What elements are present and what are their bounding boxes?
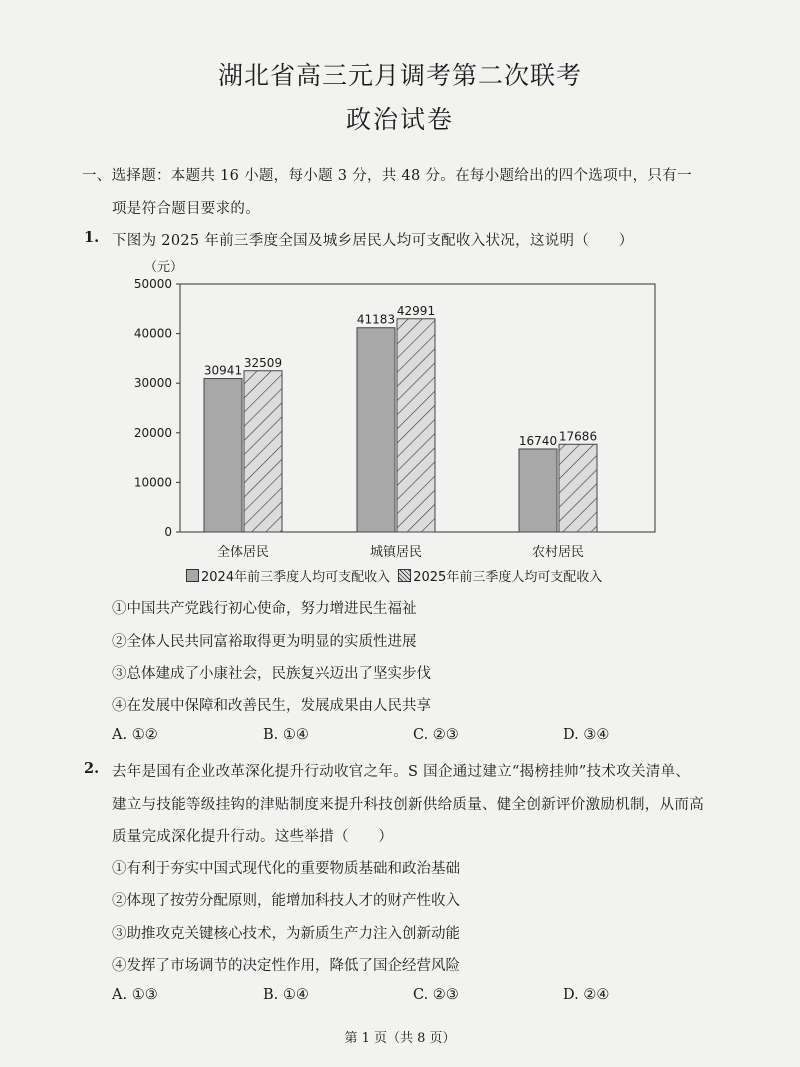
q2-option-1: ①有利于夯实中国式现代化的重要物质基础和政治基础: [112, 861, 460, 877]
q1-option-1: ①中国共产党践行初心使命，努力增进民生福祉: [112, 601, 417, 617]
y-axis-unit-label: （元）: [144, 260, 184, 275]
q2-choice-b[interactable]: B. ①④: [263, 987, 309, 1003]
y-tick-label: 0: [164, 525, 172, 539]
bar-2024-2: [519, 449, 557, 532]
page-title: 湖北省高三元月调考第二次联考: [217, 61, 582, 90]
legend-label-2024: 2024年前三季度人均可支配收入: [201, 570, 391, 585]
legend-swatch-2024: [186, 569, 199, 582]
q1-option-4: ④在发展中保障和改善民生，发展成果由人民共享: [112, 698, 431, 714]
y-tick-label: 30000: [133, 376, 172, 391]
bar-2025-0: [244, 371, 282, 532]
q2-choice-a[interactable]: A. ①③: [112, 987, 158, 1003]
y-tick-label: 10000: [133, 475, 172, 490]
question-2-stem-line2: 建立与技能等级挂钩的津贴制度来提升科技创新供给质量、健全创新评价激励机制，从而高: [112, 797, 704, 813]
x-category-label: 全体居民: [216, 545, 270, 560]
page-subtitle: 政治试卷: [345, 105, 454, 134]
q2-choice-d[interactable]: D. ②④: [563, 987, 610, 1003]
q2-option-2: ②体现了按劳分配原则，能增加科技人才的财产性收入: [112, 893, 460, 909]
bar-2025-2: [559, 444, 597, 532]
question-2-stem-line3: 质量完成深化提升行动。这些举措（ ）: [112, 829, 394, 845]
legend-label-2025: 2025年前三季度人均可支配收入: [413, 570, 603, 585]
q2-choice-c[interactable]: C. ②③: [413, 987, 459, 1003]
bar-2024-1: [357, 328, 395, 532]
x-category-label: 城镇居民: [369, 545, 423, 560]
section-instruction-line1: 一、选择题：本题共 16 小题，每小题 3 分，共 48 分。在每小题给出的四个选项中，只有一: [82, 168, 692, 184]
bar-value-label: 16740: [518, 433, 558, 448]
bar-2024-0: [204, 379, 242, 532]
x-category-label: 农村居民: [531, 545, 585, 560]
q1-option-2: ②全体人民共同富裕取得更为明显的实质性进展: [112, 634, 417, 650]
bar-2025-1: [397, 319, 435, 532]
bar-value-label: 17686: [558, 429, 598, 444]
bar-value-label: 32509: [243, 355, 283, 370]
q2-option-4: ④发挥了市场调节的决定性作用，降低了国企经营风险: [112, 958, 460, 974]
q1-choice-c[interactable]: C. ②③: [413, 727, 459, 743]
question-2-number: 2.: [84, 760, 100, 777]
page-footer: 第 1 页（共 8 页）: [344, 1031, 456, 1046]
legend-swatch-2025: [398, 569, 411, 582]
q1-choice-d[interactable]: D. ③④: [563, 727, 610, 743]
y-tick-label: 50000: [133, 277, 172, 291]
chart-legend: [186, 566, 602, 585]
question-2-stem-line1: 去年是国有企业改革深化提升行动收官之年。S 国企通过建立“揭榜挂帅”技术攻关清单、: [112, 764, 691, 780]
y-tick-label: 40000: [133, 326, 172, 341]
y-tick-label: 20000: [133, 425, 172, 440]
question-1-stem: 下图为 2025 年前三季度全国及城乡居民人均可支配收入状况，这说明（ ）: [112, 233, 634, 249]
bar-value-label: 42991: [396, 303, 436, 318]
income-bar-chart: [118, 255, 678, 560]
q1-choice-b[interactable]: B. ①④: [263, 727, 309, 743]
question-1-number: 1.: [84, 229, 100, 246]
bar-value-label: 41183: [356, 312, 396, 327]
q1-choice-a[interactable]: A. ①②: [112, 727, 158, 743]
section-instruction-line2: 项是符合题目要求的。: [112, 201, 260, 217]
q1-option-3: ③总体建成了小康社会，民族复兴迈出了坚实步伐: [112, 666, 431, 682]
q2-option-3: ③助推攻克关键核心技术，为新质生产力注入创新动能: [112, 926, 460, 942]
bar-value-label: 30941: [203, 363, 243, 378]
